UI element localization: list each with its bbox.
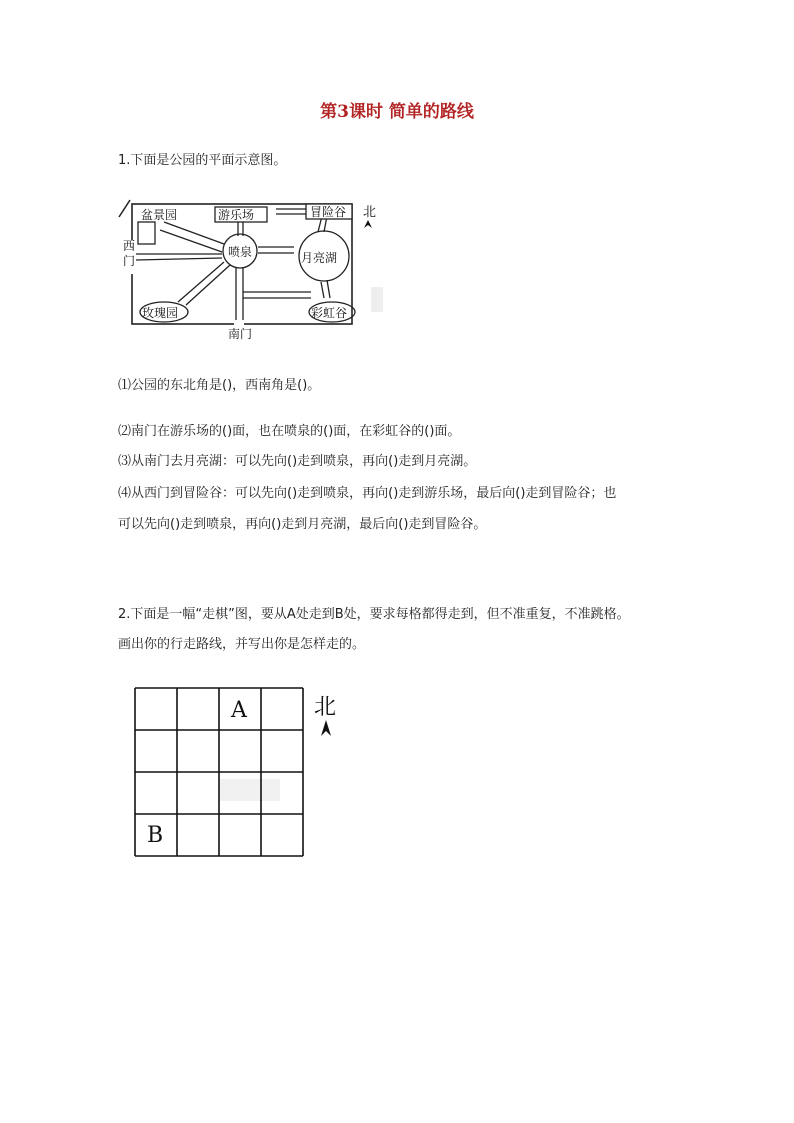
map-label-meigui: 玫瑰园 bbox=[142, 306, 179, 320]
grid-label-a: A bbox=[231, 698, 247, 723]
question-2-prompt-1: 2.下面是一幅“走棋”图，要从A处走到B处，要求每格都得走到，但不准重复，不准跳格。 bbox=[118, 607, 630, 622]
map-north-arrow-icon bbox=[364, 220, 372, 228]
q1-sub-3: ⑶从南门去月亮湖：可以先向()走到喷泉，再向()走到月亮湖。 bbox=[118, 454, 477, 469]
map-north-label: 北 bbox=[363, 205, 377, 220]
grid-north-arrow-icon bbox=[321, 720, 331, 736]
map-label-youle: 游乐场 bbox=[218, 208, 255, 222]
q1-sub-1: ⑴公园的东北角是()，西南角是()。 bbox=[118, 378, 321, 393]
map-label-ximen-2: 门 bbox=[123, 254, 136, 268]
penjing-block bbox=[138, 222, 155, 244]
map-label-maoxian: 冒险谷 bbox=[310, 205, 347, 219]
question-2-prompt-2: 画出你的行走路线，并写出你是怎样走的。 bbox=[118, 637, 366, 652]
map-label-caihong: 彩虹谷 bbox=[311, 306, 348, 320]
map-label-nanmen: 南门 bbox=[228, 327, 253, 341]
map-label-penquan: 喷泉 bbox=[228, 245, 253, 259]
q1-sub-4: ⑷从西门到冒险谷：可以先向()走到喷泉，再向()走到游乐场，最后向()走到冒险谷；也 bbox=[118, 486, 617, 501]
map-label-yueliang: 月亮湖 bbox=[301, 251, 338, 265]
park-map bbox=[116, 192, 386, 342]
map-label-penjing: 盆景园 bbox=[141, 208, 178, 222]
grid-label-b: B bbox=[147, 823, 164, 848]
map-label-ximen-1: 西 bbox=[123, 239, 136, 253]
map-corner-mark bbox=[119, 200, 130, 217]
question-1-prompt: 1.下面是公园的平面示意图。 bbox=[118, 153, 287, 168]
q1-sub-2: ⑵南门在游乐场的()面，也在喷泉的()面，在彩虹谷的()面。 bbox=[118, 424, 461, 439]
q1-sub-5: 可以先向()走到喷泉，再向()走到月亮湖，最后向()走到冒险谷。 bbox=[118, 517, 487, 532]
page-title: 第3课时 简单的路线 bbox=[320, 102, 474, 122]
chess-grid bbox=[130, 684, 350, 864]
grid-north-label: 北 bbox=[314, 695, 337, 720]
